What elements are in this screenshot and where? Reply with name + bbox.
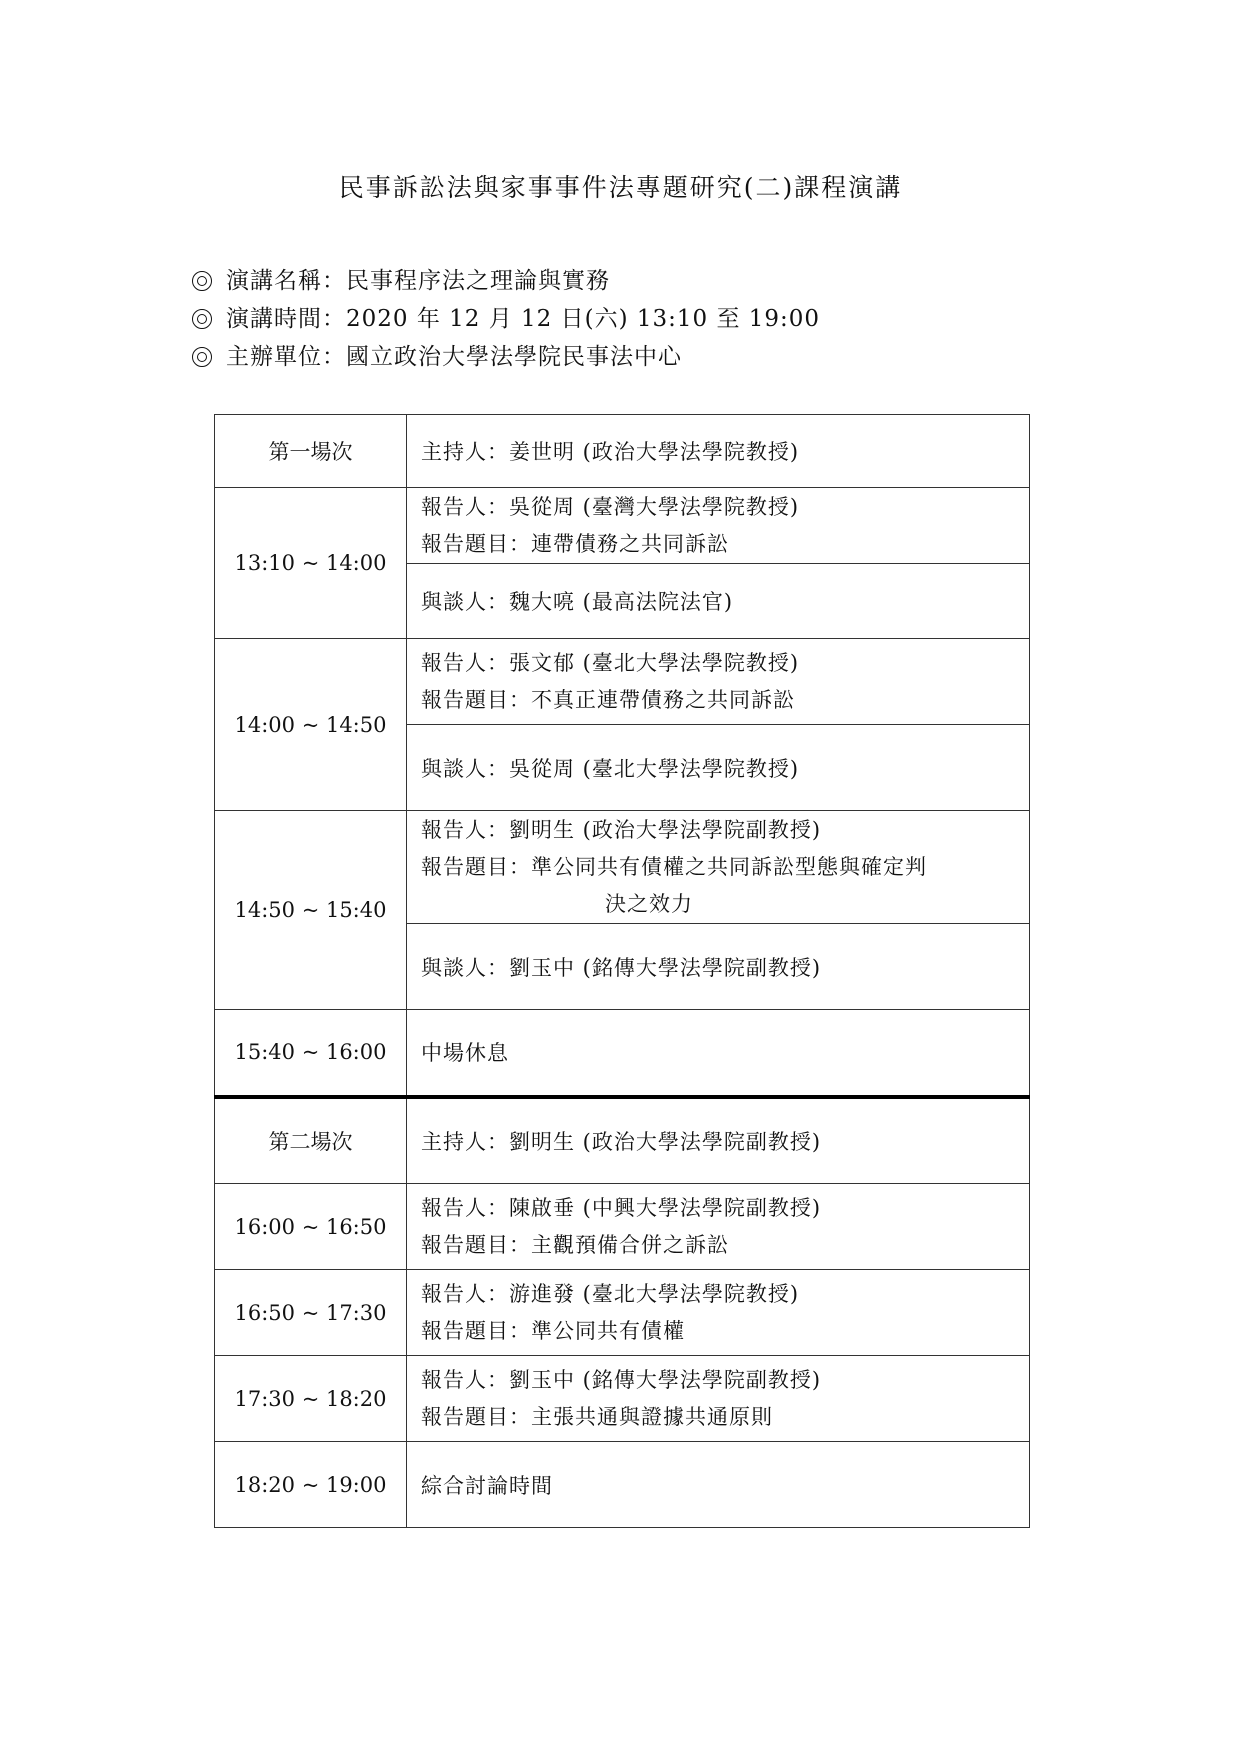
slot-reporter: 報告人：劉明生 (政治大學法學院副教授) <box>421 817 822 842</box>
slot-report <box>407 488 1030 564</box>
table-row <box>215 811 1030 924</box>
slot-report <box>407 639 1030 725</box>
table-row <box>215 415 1030 488</box>
break-time: 15:40 ~ 16:00 <box>215 1010 407 1097</box>
table-row <box>215 1356 1030 1442</box>
slot-time: 14:00 ~ 14:50 <box>215 639 407 811</box>
slot-reporter: 報告人：劉玉中 (銘傳大學法學院副教授) <box>421 1367 822 1392</box>
slot-topic: 報告題目：主張共通與證據共通原則 <box>421 1404 773 1429</box>
slot-report <box>407 1184 1030 1270</box>
session-host: 主持人：姜世明 (政治大學法學院教授) <box>407 415 1030 488</box>
schedule-table <box>214 414 1030 1528</box>
info-value: 民事程序法之理論與實務 <box>346 268 610 294</box>
info-organizer <box>192 338 820 376</box>
slot-time: 17:30 ~ 18:20 <box>215 1356 407 1442</box>
table-row <box>215 1097 1030 1184</box>
slot-time: 13:10 ~ 14:00 <box>215 488 407 639</box>
event-info <box>192 262 820 376</box>
slot-reporter: 報告人：張文郁 (臺北大學法學院教授) <box>421 650 800 675</box>
slot-time: 16:00 ~ 16:50 <box>215 1184 407 1270</box>
table-row <box>215 1010 1030 1097</box>
info-value: 2020 年 12 月 12 日(六) 13:10 至 19:00 <box>346 306 821 332</box>
info-value: 國立政治大學法學院民事法中心 <box>346 344 682 370</box>
slot-topic-continued: 決之效力 <box>605 891 693 916</box>
session-label: 第一場次 <box>215 415 407 488</box>
slot-discussant: 與談人：劉玉中 (銘傳大學法學院副教授) <box>407 924 1030 1010</box>
slot-topic: 報告題目：主觀預備合併之訴訟 <box>421 1232 729 1257</box>
discussion-label: 綜合討論時間 <box>407 1442 1030 1528</box>
info-lecture-name <box>192 262 820 300</box>
info-lecture-time <box>192 300 820 338</box>
info-label: 演講時間： <box>226 306 346 332</box>
double-circle-icon <box>192 309 212 329</box>
slot-report <box>407 1270 1030 1356</box>
slot-report <box>407 811 1030 924</box>
double-circle-icon <box>192 271 212 291</box>
info-label: 演講名稱： <box>226 268 346 294</box>
slot-reporter: 報告人：吳從周 (臺灣大學法學院教授) <box>421 494 800 519</box>
slot-discussant: 與談人：魏大喨 (最高法院法官) <box>407 564 1030 639</box>
discussion-time: 18:20 ~ 19:00 <box>215 1442 407 1528</box>
slot-topic: 報告題目：不真正連帶債務之共同訴訟 <box>421 687 795 712</box>
info-label: 主辦單位： <box>226 344 346 370</box>
table-row <box>215 639 1030 725</box>
page-title: 民事訴訟法與家事事件法專題研究(二)課程演講 <box>338 173 903 202</box>
slot-time: 14:50 ~ 15:40 <box>215 811 407 1010</box>
session-host: 主持人：劉明生 (政治大學法學院副教授) <box>407 1097 1030 1184</box>
slot-reporter: 報告人：游進發 (臺北大學法學院教授) <box>421 1281 800 1306</box>
slot-reporter: 報告人：陳啟垂 (中興大學法學院副教授) <box>421 1195 822 1220</box>
break-label: 中場休息 <box>407 1010 1030 1097</box>
slot-topic: 報告題目：連帶債務之共同訴訟 <box>421 531 729 556</box>
table-row <box>215 1270 1030 1356</box>
slot-topic: 報告題目：準公同共有債權之共同訴訟型態與確定判 <box>421 854 927 879</box>
table-row <box>215 1442 1030 1528</box>
slot-report <box>407 1356 1030 1442</box>
session-label: 第二場次 <box>215 1097 407 1184</box>
slot-time: 16:50 ~ 17:30 <box>215 1270 407 1356</box>
table-row <box>215 488 1030 564</box>
slot-topic: 報告題目：準公同共有債權 <box>421 1318 685 1343</box>
table-row <box>215 1184 1030 1270</box>
slot-discussant: 與談人：吳從周 (臺北大學法學院教授) <box>407 725 1030 811</box>
double-circle-icon <box>192 347 212 367</box>
